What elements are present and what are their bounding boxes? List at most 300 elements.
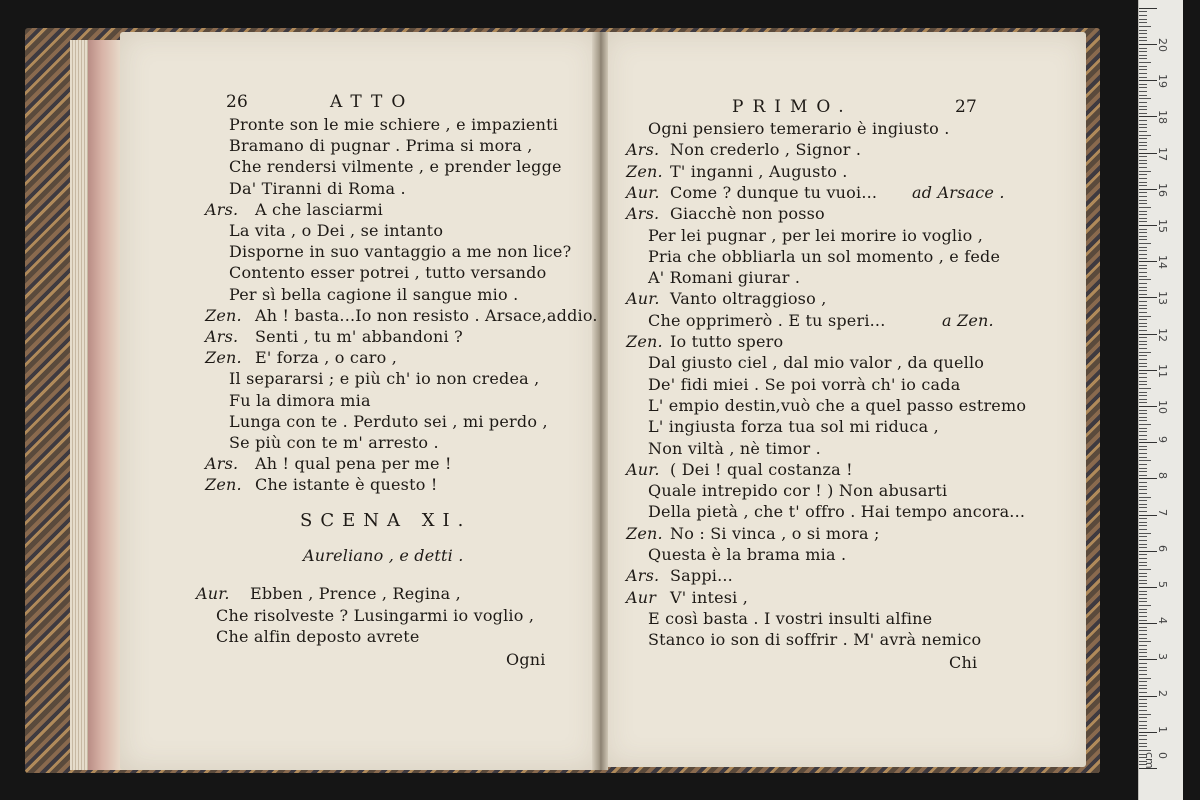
ruler-tick xyxy=(1139,211,1147,212)
ruler-tick xyxy=(1139,40,1147,41)
ruler-tick xyxy=(1139,370,1157,371)
ruler-tick xyxy=(1139,656,1147,657)
ruler-tick xyxy=(1139,703,1147,704)
ruler-tick xyxy=(1139,138,1147,139)
ruler-tick xyxy=(1139,627,1147,628)
ruler-tick xyxy=(1139,135,1151,136)
stage-direction-aside: a Zen. xyxy=(942,310,994,330)
ruler-tick xyxy=(1139,453,1147,454)
ruler-tick xyxy=(1139,468,1147,469)
ruler-tick xyxy=(1139,316,1151,317)
ruler-tick xyxy=(1139,659,1157,660)
ruler-tick xyxy=(1139,294,1147,295)
ruler-tick xyxy=(1139,58,1147,59)
ruler-tick xyxy=(1139,518,1147,519)
ruler-tick xyxy=(1139,192,1147,193)
ruler-tick xyxy=(1139,420,1147,421)
ruler-tick xyxy=(1139,623,1157,624)
ruler-tick xyxy=(1139,580,1147,581)
ruler-label: 3 xyxy=(1156,653,1169,661)
verse-line: No : Si vinca , o si mora ; xyxy=(670,523,880,543)
speaker-label: Zen. xyxy=(626,332,663,351)
page-number-left: 26 xyxy=(226,92,249,112)
ruler-tick xyxy=(1139,435,1147,436)
ruler-tick xyxy=(1139,373,1147,374)
verse-line: De' fidi miei . Se poi vorrà ch' io cada xyxy=(648,374,961,394)
ruler-label: 7 xyxy=(1156,508,1169,516)
ruler-tick xyxy=(1139,225,1157,226)
ruler-label: 17 xyxy=(1156,146,1169,161)
ruler-tick xyxy=(1139,127,1147,128)
verse-line: E così basta . I vostri insulti alfine xyxy=(648,608,933,628)
ruler-tick xyxy=(1139,174,1147,175)
ruler-tick xyxy=(1139,265,1147,266)
ruler-tick xyxy=(1139,149,1147,150)
ruler-tick xyxy=(1139,417,1147,418)
ruler-tick xyxy=(1139,634,1147,635)
ruler-tick xyxy=(1139,283,1147,284)
speaker-label: Aur. xyxy=(626,459,660,479)
scene-direction: Aureliano , e detti . xyxy=(303,546,464,565)
ruler-tick xyxy=(1139,268,1147,269)
ruler-tick xyxy=(1139,120,1147,121)
verse-line: Pronte son le mie schiere , e impazienti xyxy=(229,115,559,134)
ruler-tick xyxy=(1139,573,1147,574)
speaker-label: Aur. xyxy=(196,584,230,603)
ruler-tick xyxy=(1139,254,1147,255)
ruler-tick xyxy=(1139,641,1151,642)
ruler-tick xyxy=(1139,609,1147,610)
ruler-label: 15 xyxy=(1156,219,1169,233)
ruler-tick xyxy=(1139,344,1147,345)
ruler-label: 8 xyxy=(1156,472,1169,480)
ruler-tick xyxy=(1139,308,1147,309)
ruler-tick xyxy=(1139,290,1147,291)
ruler-label: 14 xyxy=(1156,255,1169,270)
verse-line: Della pietà , che t' offro . Hai tempo ancora... xyxy=(648,502,1026,522)
ruler-tick xyxy=(1139,688,1147,689)
ruler-tick xyxy=(1139,44,1157,45)
ruler-tick xyxy=(1139,182,1147,183)
speaker-label: Ars. xyxy=(205,454,239,474)
ruler-tick xyxy=(1139,612,1147,613)
ruler-tick xyxy=(1139,247,1147,248)
speaker-label: Ars. xyxy=(626,140,660,160)
ruler-tick xyxy=(1139,11,1147,12)
ruler-tick xyxy=(1139,156,1147,157)
speaker-label: Zen. xyxy=(205,305,242,325)
ruler-tick xyxy=(1139,66,1147,67)
ruler-tick xyxy=(1139,529,1147,530)
ruler-tick xyxy=(1139,287,1147,288)
ruler-tick xyxy=(1139,113,1147,114)
ruler-tick xyxy=(1139,525,1147,526)
ruler-tick xyxy=(1139,15,1147,16)
ruler-tick xyxy=(1139,22,1147,23)
ruler-tick xyxy=(1139,406,1157,407)
ruler-tick xyxy=(1139,218,1147,219)
ruler-tick xyxy=(1139,442,1157,443)
verse-line: Disporne in suo vantaggio a me non lice? xyxy=(229,242,572,262)
ruler-tick xyxy=(1139,558,1147,559)
ruler-tick xyxy=(1139,334,1157,335)
speaker-label: Aur. xyxy=(626,182,660,202)
ruler-tick xyxy=(1139,569,1151,570)
ruler-tick xyxy=(1139,326,1147,327)
ruler-tick xyxy=(1139,312,1147,313)
speaker-label: Ars. xyxy=(626,566,660,586)
ruler-tick xyxy=(1139,536,1147,537)
verse-line: Giacchè non posso xyxy=(670,204,825,224)
verse-line: Quale intrepido cor ! ) Non abusarti xyxy=(648,481,948,501)
ruler-tick xyxy=(1139,305,1147,306)
ruler-tick xyxy=(1139,431,1147,432)
ruler-tick xyxy=(1139,630,1147,631)
verse-line: E' forza , o caro , xyxy=(255,348,398,368)
ruler-tick xyxy=(1139,504,1147,505)
speaker-label: Ars. xyxy=(205,199,239,219)
ruler-tick xyxy=(1139,562,1147,563)
ruler-tick xyxy=(1139,258,1147,259)
ruler-tick xyxy=(1139,497,1151,498)
ruler-tick xyxy=(1139,750,1151,751)
ruler-tick xyxy=(1139,638,1147,639)
ruler-tick xyxy=(1139,19,1147,20)
verse-line: Bramano di pugnar . Prima si mora , xyxy=(229,136,533,156)
ruler-tick xyxy=(1139,221,1147,222)
verse-line: Che rendersi vilmente , e prender legge xyxy=(229,157,562,177)
ruler-tick xyxy=(1139,352,1151,353)
ruler-tick xyxy=(1139,98,1151,99)
verse-line: Da' Tiranni di Roma . xyxy=(229,178,406,198)
ruler-tick xyxy=(1139,439,1147,440)
ruler-tick xyxy=(1139,30,1147,31)
ruler-tick xyxy=(1139,587,1157,588)
ruler-tick xyxy=(1139,678,1151,679)
ruler-tick xyxy=(1139,649,1147,650)
verse-line: T' inganni , Augusto . xyxy=(670,161,848,181)
ruler-label: 11 xyxy=(1156,363,1169,378)
ruler-tick xyxy=(1139,359,1147,360)
ruler-tick xyxy=(1139,598,1147,599)
ruler-tick xyxy=(1139,366,1147,367)
ruler-tick xyxy=(1139,735,1147,736)
verse-line: Vanto oltraggioso , xyxy=(670,289,827,309)
ruler-tick xyxy=(1139,196,1147,197)
ruler-label: 4 xyxy=(1156,617,1169,625)
ruler-tick xyxy=(1139,493,1147,494)
verse-line: L' ingiusta forza tua sol mi riduca , xyxy=(648,417,939,437)
verse-line: Il separarsi ; e più ch' io non credea , xyxy=(229,369,540,389)
ruler-tick xyxy=(1139,381,1147,382)
ruler-tick xyxy=(1139,84,1147,85)
ruler-tick xyxy=(1139,69,1147,70)
ruler-tick xyxy=(1139,261,1157,262)
ruler-tick xyxy=(1139,551,1157,552)
ruler-tick xyxy=(1139,674,1147,675)
ruler-tick xyxy=(1139,446,1147,447)
ruler-tick xyxy=(1139,739,1147,740)
verse-line: La vita , o Dei , se intanto xyxy=(229,221,444,240)
verse-line: Per lei pugnar , per lei morire io voglio , xyxy=(648,225,983,245)
ruler-tick xyxy=(1139,214,1147,215)
verse-line: Senti , tu m' abbandoni ? xyxy=(255,327,463,346)
ruler-tick xyxy=(1139,489,1147,490)
ruler-tick xyxy=(1139,8,1157,9)
verse-line: ( Dei ! qual costanza ! xyxy=(670,459,853,479)
ruler-tick xyxy=(1139,475,1147,476)
ruler-tick xyxy=(1139,301,1147,302)
ruler-tick xyxy=(1139,51,1147,52)
ruler-tick xyxy=(1139,507,1147,508)
ruler-label: 5 xyxy=(1156,581,1169,588)
ruler-tick xyxy=(1139,160,1147,161)
ruler-tick xyxy=(1139,620,1147,621)
book-gutter xyxy=(592,32,608,770)
ruler-tick xyxy=(1139,55,1147,56)
speaker-label: Aur xyxy=(626,587,657,607)
ruler-tick xyxy=(1139,591,1147,592)
ruler-label: 10 xyxy=(1156,400,1169,414)
ruler-tick xyxy=(1139,692,1147,693)
catchword-right: Chi xyxy=(949,653,978,672)
ruler-tick xyxy=(1139,384,1147,385)
ruler-tick xyxy=(1139,91,1147,92)
speaker-label: Aur. xyxy=(626,289,660,309)
ruler-tick xyxy=(1139,171,1151,172)
ruler-tick xyxy=(1139,200,1147,201)
ruler-tick xyxy=(1139,48,1147,49)
verse-line: Ah ! basta...Io non resisto . Arsace,addio. xyxy=(255,305,598,325)
ruler-tick xyxy=(1139,681,1147,682)
speaker-label: Zen. xyxy=(205,475,242,495)
running-head-left: ATTO xyxy=(330,92,415,112)
ruler-tick xyxy=(1139,728,1147,729)
verse-line: A' Romani giurar . xyxy=(648,268,801,288)
ruler-tick xyxy=(1139,232,1147,233)
ruler-tick xyxy=(1139,725,1147,726)
verse-line: Contento esser potrei , tutto versando xyxy=(229,263,547,283)
ruler-label: 19 xyxy=(1156,74,1169,89)
ruler-label: 1 xyxy=(1156,725,1169,733)
ruler-tick xyxy=(1139,395,1147,396)
ruler-tick xyxy=(1139,486,1147,487)
ruler-tick xyxy=(1139,243,1151,244)
ruler-tick xyxy=(1139,124,1147,125)
ruler-label: 12 xyxy=(1156,327,1169,342)
ruler-tick xyxy=(1139,250,1147,251)
ruler-tick xyxy=(1139,80,1157,81)
ruler-tick xyxy=(1139,449,1147,450)
ruler-tick xyxy=(1139,576,1147,577)
verse-line: Come ? dunque tu vuoi... xyxy=(670,182,878,202)
ruler-tick xyxy=(1139,699,1147,700)
ruler-tick xyxy=(1139,203,1147,204)
verse-line: Che risolveste ? Lusingarmi io voglio , xyxy=(216,605,535,625)
ruler-tick xyxy=(1139,583,1147,584)
speaker-label: Zen. xyxy=(626,161,663,181)
ruler-label: 9 xyxy=(1156,436,1169,444)
ruler-tick xyxy=(1139,37,1147,38)
ruler-tick xyxy=(1139,163,1147,164)
ruler-tick xyxy=(1139,478,1157,479)
ruler-tick xyxy=(1139,710,1147,711)
ruler-tick xyxy=(1139,670,1147,671)
ruler-tick xyxy=(1139,746,1147,747)
verse-line: Questa è la brama mia . xyxy=(648,545,847,564)
ruler-tick xyxy=(1139,399,1147,400)
verse-line: V' intesi , xyxy=(670,587,749,607)
ruler-tick xyxy=(1139,554,1147,555)
ruler-tick xyxy=(1139,106,1147,107)
ruler-tick xyxy=(1139,276,1147,277)
verse-line: A che lasciarmi xyxy=(255,199,383,219)
ruler-tick xyxy=(1139,457,1147,458)
verse-line: Stanco io son di soffrir . M' avrà nemico xyxy=(648,630,982,650)
ruler-tick xyxy=(1139,388,1151,389)
catchword-left: Ogni xyxy=(506,650,546,669)
ruler-tick xyxy=(1139,272,1147,273)
ruler-tick xyxy=(1139,696,1157,697)
ruler-tick xyxy=(1139,73,1147,74)
running-head-right: PRIMO. xyxy=(732,97,853,117)
ruler-tick xyxy=(1139,410,1147,411)
ruler-tick xyxy=(1139,743,1147,744)
verse-line: Che istante è questo ! xyxy=(255,475,438,495)
ruler-tick xyxy=(1139,547,1147,548)
ruler-tick xyxy=(1139,330,1147,331)
verse-line: Io tutto spero xyxy=(670,332,784,351)
ruler-tick xyxy=(1139,464,1147,465)
ruler-tick xyxy=(1139,392,1147,393)
ruler-label: 6 xyxy=(1156,544,1169,552)
speaker-label: Ars. xyxy=(626,204,660,224)
ruler-tick xyxy=(1139,116,1157,117)
ruler-label: 0 cm xyxy=(1143,752,1169,769)
ruler-label: 20 xyxy=(1156,38,1169,52)
ruler-tick xyxy=(1139,355,1147,356)
ruler-tick xyxy=(1139,601,1147,602)
ruler-tick xyxy=(1139,663,1147,664)
ruler-tick xyxy=(1139,297,1157,298)
stage-direction-aside: ad Arsace . xyxy=(912,182,1005,202)
ruler-tick xyxy=(1139,102,1147,103)
verse-line: Non crederlo , Signor . xyxy=(670,140,862,160)
ruler-tick xyxy=(1139,87,1147,88)
ruler-tick xyxy=(1139,319,1147,320)
ruler-tick xyxy=(1139,189,1157,190)
ruler-tick xyxy=(1139,424,1151,425)
ruler-tick xyxy=(1139,167,1147,168)
ruler-tick xyxy=(1139,540,1147,541)
ruler-tick xyxy=(1139,721,1147,722)
ruler-tick xyxy=(1139,594,1147,595)
ruler-tick xyxy=(1139,565,1147,566)
ruler-tick xyxy=(1139,500,1147,501)
verse-line: Ebben , Prence , Regina , xyxy=(250,584,461,603)
ruler-tick xyxy=(1139,33,1147,34)
page-number-right: 27 xyxy=(955,97,978,117)
ruler-tick xyxy=(1139,239,1147,240)
ruler-label: 13 xyxy=(1156,291,1169,306)
ruler-tick xyxy=(1139,667,1147,668)
ruler-tick xyxy=(1139,544,1147,545)
ruler-tick xyxy=(1139,515,1157,516)
ruler-tick xyxy=(1139,229,1147,230)
ruler-tick xyxy=(1139,95,1147,96)
ruler-tick xyxy=(1139,178,1147,179)
ruler-tick xyxy=(1139,363,1147,364)
ruler-tick xyxy=(1139,402,1147,403)
ruler-tick xyxy=(1139,717,1147,718)
ruler-tick xyxy=(1139,732,1157,733)
verse-line: Ah ! qual pena per me ! xyxy=(255,454,452,474)
verse-line: Lunga con te . Perduto sei , mi perdo , xyxy=(229,411,548,431)
ruler-tick xyxy=(1139,341,1147,342)
verse-line: Che opprimerò . E tu speri... xyxy=(648,310,886,330)
ruler-tick xyxy=(1139,511,1147,512)
ruler-tick xyxy=(1139,337,1147,338)
ruler-tick xyxy=(1139,207,1151,208)
ruler-tick xyxy=(1139,714,1151,715)
ruler-tick xyxy=(1139,645,1147,646)
verse-line: Fu la dimora mia xyxy=(229,390,371,410)
ruler-tick xyxy=(1139,323,1147,324)
verse-line: Che alfin deposto avrete xyxy=(216,627,420,646)
verse-line: L' empio destin,vuò che a quel passo estremo xyxy=(648,395,1027,415)
ruler-tick xyxy=(1139,428,1147,429)
scene-heading: SCENA XI. xyxy=(300,510,472,531)
ruler-tick xyxy=(1139,605,1151,606)
ruler-tick xyxy=(1139,77,1147,78)
ruler-tick xyxy=(1139,142,1147,143)
ruler-tick xyxy=(1139,685,1147,686)
ruler-tick xyxy=(1139,471,1147,472)
ruler-tick xyxy=(1139,62,1151,63)
ruler-tick xyxy=(1139,652,1147,653)
ruler-tick xyxy=(1139,413,1147,414)
verse-line: Per sì bella cagione il sangue mio . xyxy=(229,284,519,304)
ruler-tick xyxy=(1139,131,1147,132)
ruler-tick xyxy=(1139,482,1147,483)
verse-line: Pria che obbliarla un sol momento , e fede xyxy=(648,246,1001,266)
ruler-tick xyxy=(1139,279,1151,280)
ruler-tick xyxy=(1139,460,1151,461)
measurement-ruler xyxy=(1138,0,1183,800)
ruler-tick xyxy=(1139,533,1151,534)
ruler-tick xyxy=(1139,109,1147,110)
ruler-tick xyxy=(1139,153,1157,154)
verse-line: Sappi... xyxy=(670,566,733,586)
speaker-label: Ars. xyxy=(205,327,239,346)
ruler-tick xyxy=(1139,616,1147,617)
ruler-tick xyxy=(1139,26,1151,27)
ruler-tick xyxy=(1139,706,1147,707)
ruler-tick xyxy=(1139,522,1147,523)
verse-line: Ogni pensiero temerario è ingiusto . xyxy=(648,119,950,138)
page-fore-edge xyxy=(88,40,122,770)
ruler-tick xyxy=(1139,348,1147,349)
ruler-tick xyxy=(1139,185,1147,186)
ruler-label: 16 xyxy=(1156,182,1169,197)
ruler-label: 2 xyxy=(1156,689,1169,697)
ruler-tick xyxy=(1139,145,1147,146)
ruler-tick xyxy=(1139,377,1147,378)
ruler-tick xyxy=(1139,236,1147,237)
ruler-label: 18 xyxy=(1156,110,1169,125)
speaker-label: Zen. xyxy=(626,523,663,543)
verse-line: Non viltà , nè timor . xyxy=(648,438,821,458)
